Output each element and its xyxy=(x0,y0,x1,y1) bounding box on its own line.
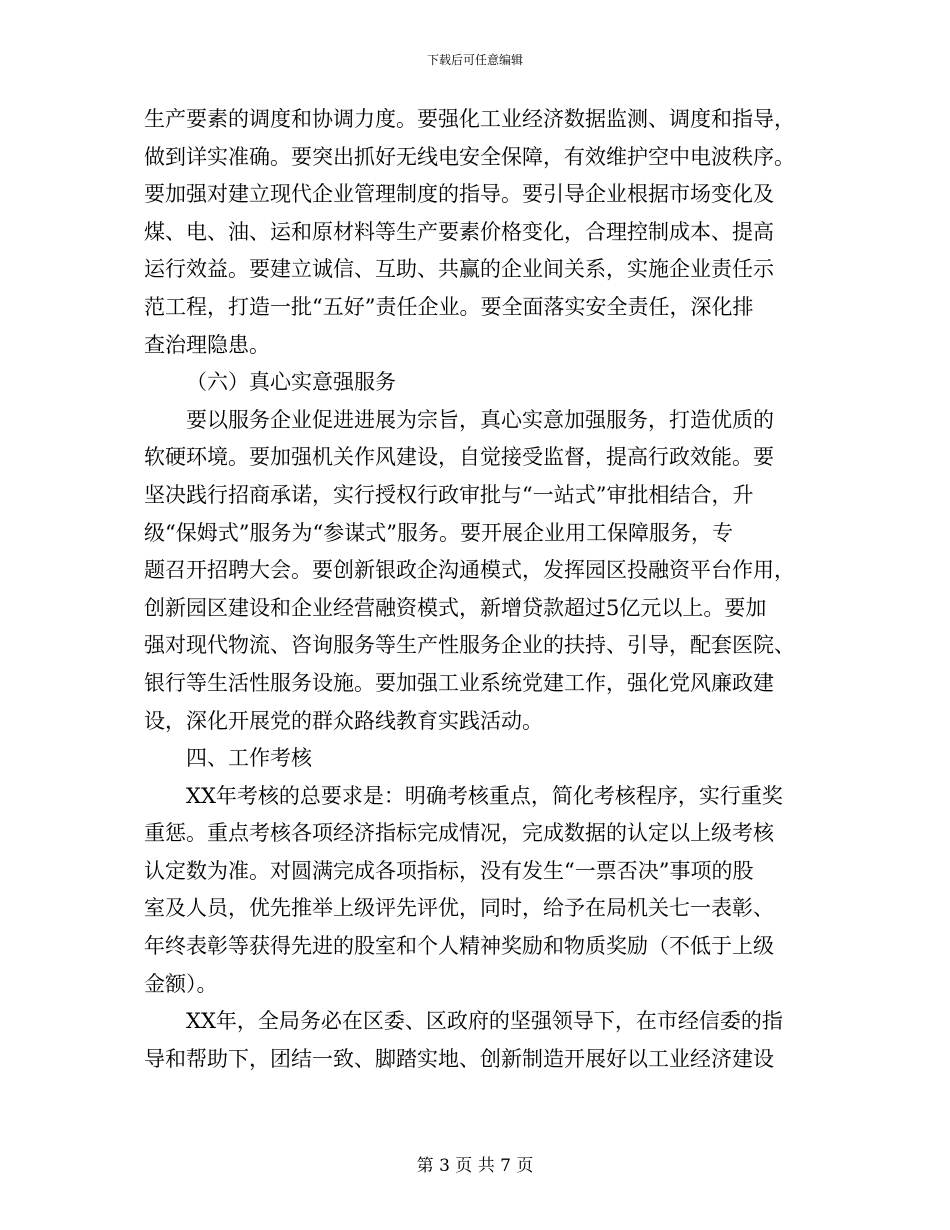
text-line: 金额）。 xyxy=(144,971,218,996)
text-line: 坚决践行招商承诺，实行授权行政审批与“一站式”审批相结合，升 xyxy=(144,482,754,507)
document-body xyxy=(144,101,810,1078)
text-line: 认定数为准。对圆满完成各项指标，没有发生“一票否决”事项的股 xyxy=(144,858,754,883)
text-line: 煤、电、油、运和原材料等生产要素价格变化，合理控制成本、提高 xyxy=(144,219,774,244)
text-line: 查治理隐患。 xyxy=(144,332,270,357)
text-line: XX年考核的总要求是：明确考核重点，简化考核程序，实行重奖 xyxy=(186,783,783,808)
text-line: 强对现代物流、咨询服务等生产性服务企业的扶持、引导，配套医院、 xyxy=(144,633,795,658)
text-line: （六）真心实意强服务 xyxy=(186,370,396,395)
text-line: 重惩。重点考核各项经济指标完成情况，完成数据的认定以上级考核 xyxy=(144,821,774,846)
text-line: 要加强对建立现代企业管理制度的指导。要引导企业根据市场变化及 xyxy=(144,182,774,207)
text-line: 范工程，打造一批“五好”责任企业。要全面落实安全责任，深化排 xyxy=(144,294,754,319)
text-line: 银行等生活性服务设施。要加强工业系统党建工作，强化党风廉政建 xyxy=(144,670,774,695)
text-line: 软硬环境。要加强机关作风建设，自觉接受监督，提高行政效能。要 xyxy=(144,445,774,470)
text-line: 要以服务企业促进进展为宗旨，真心实意加强服务，打造优质的 xyxy=(186,407,774,432)
text-line: 室及人员，优先推举上级评先评优，同时，给予在局机关七一表彰、 xyxy=(144,896,774,921)
text-line: 年终表彰等获得先进的股室和个人精神奖励和物质奖励（不低于上级 xyxy=(144,934,774,959)
text-line: 创新园区建设和企业经营融资模式，新增贷款超过5亿元以上。要加 xyxy=(144,595,767,620)
text-line: 设，深化开展党的群众路线教育实践活动。 xyxy=(144,708,543,733)
text-line: 运行效益。要建立诚信、互助、共赢的企业间关系，实施企业责任示 xyxy=(144,257,774,282)
body-text xyxy=(144,101,810,1078)
text-line: 做到详实准确。要突出抓好无线电安全保障，有效维护空中电波秩序。 xyxy=(144,144,795,169)
text-line: XX年，全局务必在区委、区政府的坚强领导下，在市经信委的指 xyxy=(186,1009,783,1034)
text-line: 题召开招聘大会。要创新银政企沟通模式，发挥园区投融资平台作用， xyxy=(144,558,795,583)
text-line: 四、工作考核 xyxy=(186,746,312,771)
text-line: 导和帮助下，团结一致、脚踏实地、创新制造开展好以工业经济建设 xyxy=(144,1046,774,1071)
header-note: 下载后可任意编辑 xyxy=(426,53,523,67)
page-number-footer: 第 3 页 共 7 页 xyxy=(416,1156,534,1176)
text-line: 生产要素的调度和协调力度。要强化工业经济数据监测、调度和指导， xyxy=(144,107,795,131)
text-line: 级“保姆式”服务为“参谋式”服务。要开展企业用工保障服务，专 xyxy=(144,520,733,545)
